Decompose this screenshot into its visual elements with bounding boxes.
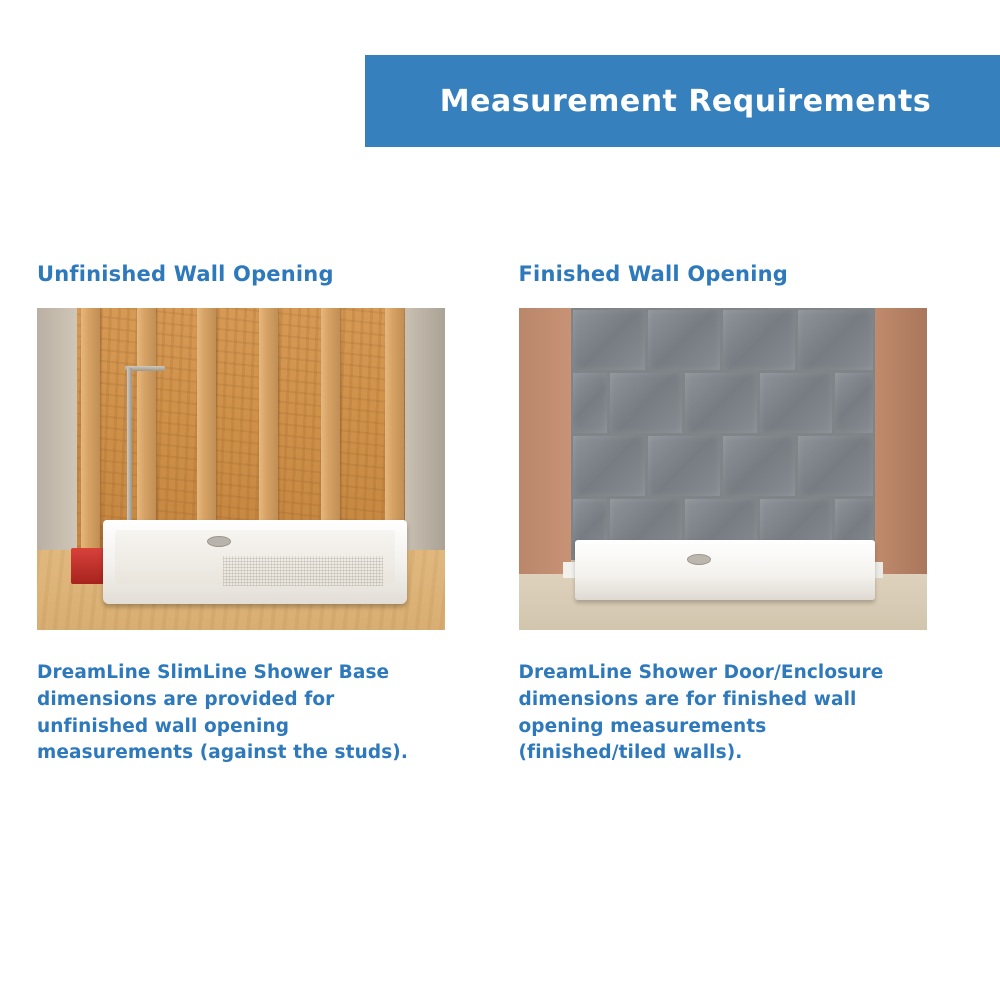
photo-unfinished-wall-opening (37, 308, 445, 630)
column-unfinished-wall (37, 262, 519, 767)
tiled-wall (571, 308, 875, 560)
caption-unfinished: DreamLine SlimLine Shower Base dimensions are provided for unfinished wall opening measurements (against the studs). (37, 662, 408, 764)
wall-stud (81, 308, 100, 570)
column-finished-wall (519, 262, 1000, 767)
slimline-shower-base (103, 520, 407, 604)
caption-finished: DreamLine Shower Door/Enclosure dimensions are for finished wall opening measurements (finished/tiled walls). (518, 662, 884, 764)
header-banner (365, 55, 1000, 147)
photo-finished-wall-opening (519, 308, 927, 630)
column-heading-finished: Finished Wall Opening (518, 262, 788, 286)
shower-base-texture (223, 556, 383, 586)
comparison-columns (0, 262, 1000, 767)
drain-icon (207, 536, 231, 547)
shower-base-pan (575, 540, 875, 600)
page-title: Measurement Requirements (439, 83, 932, 119)
column-heading-unfinished: Unfinished Wall Opening (37, 262, 334, 286)
plumbing-pipe-vertical (127, 368, 132, 543)
drain-icon (687, 554, 711, 565)
